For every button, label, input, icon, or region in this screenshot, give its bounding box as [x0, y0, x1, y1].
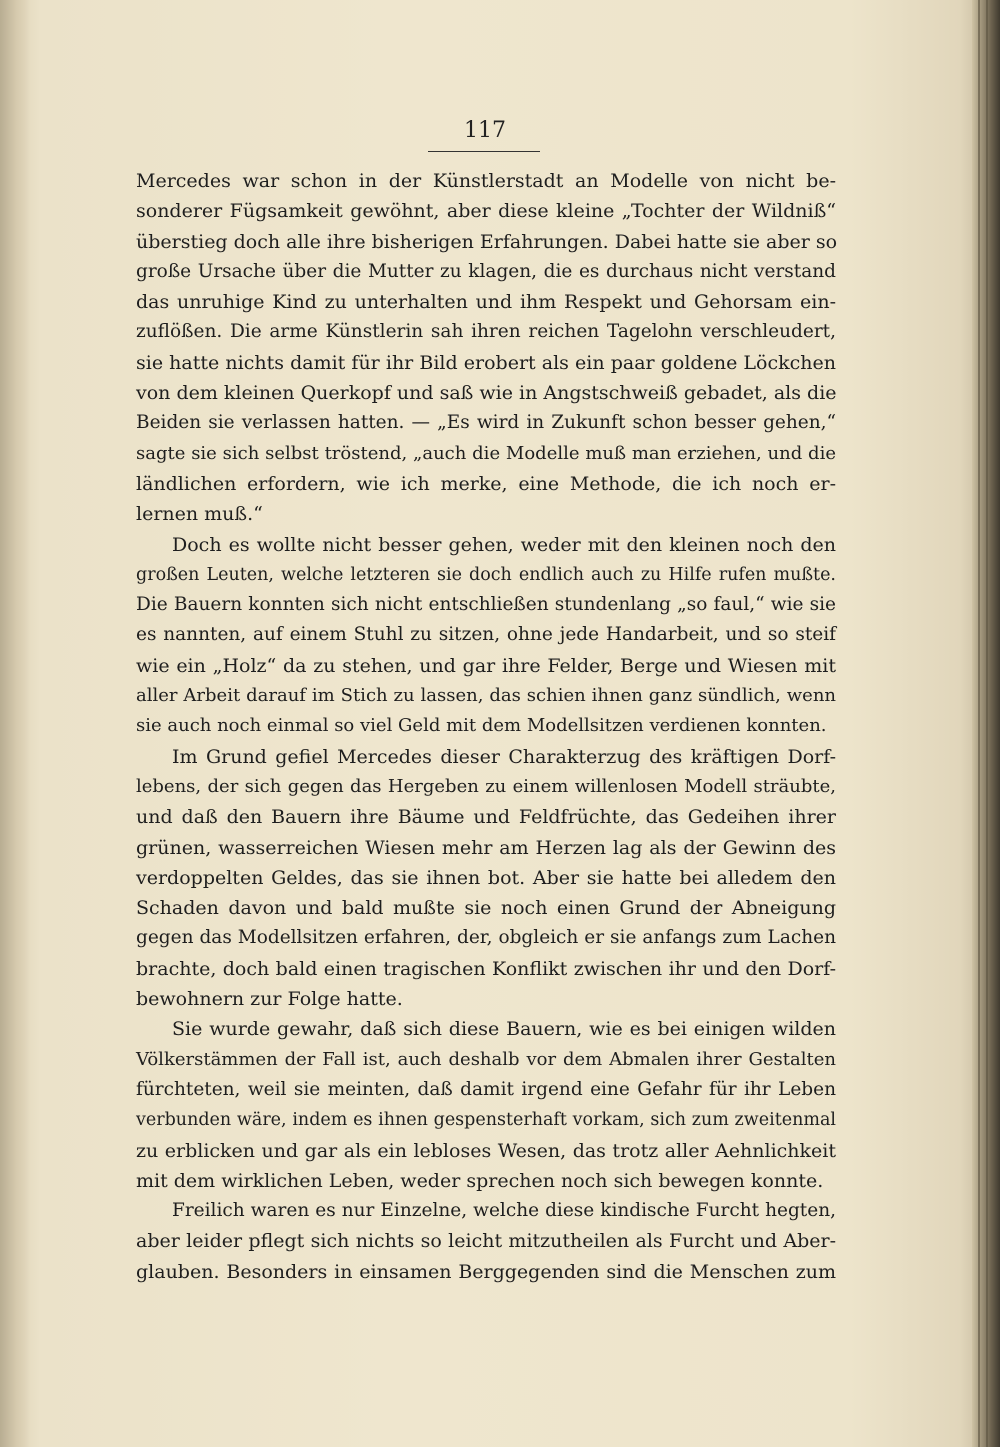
- text-line: von dem kleinen Querkopf und saß wie in Angstschweiß gebadet, als die: [136, 382, 837, 405]
- text-line: zuflößen. Die arme Künstlerin sah ihren reichen Tagelohn verschleudert,: [136, 321, 836, 343]
- text-line: grünen, wasserreichen Wiesen mehr am Herzen lag als der Gewinn des: [136, 836, 836, 859]
- page-number-rule: [428, 151, 540, 152]
- text-line: Schaden davon und bald mußte sie noch einen Grund der Abneigung: [136, 897, 836, 920]
- book-spine-edge: [972, 0, 1000, 1447]
- text-line: Mercedes war schon in der Künstlerstadt an Modelle von nicht be-: [136, 170, 836, 192]
- text-line: mit dem wirklichen Leben, weder sprechen noch sich bewegen konnte.: [136, 1169, 824, 1192]
- text-line: überstieg doch alle ihre bisherigen Erfahrungen. Dabei hatte sie aber so: [136, 230, 838, 253]
- text-line: sie auch noch einmal so viel Geld mit dem Modellsitzen verdienen konnten.: [136, 715, 827, 737]
- text-line: aber leider pflegt sich nichts so leicht mitzutheilen als Furcht und Aber-: [136, 1230, 836, 1253]
- text-line: Freilich waren es nur Einzelne, welche diese kindische Furcht hegten,: [172, 1200, 836, 1222]
- page-gutter-shadow: [0, 0, 30, 1447]
- text-line: lernen muß.“: [136, 503, 263, 526]
- text-line: Doch es wollte nicht besser gehen, weder mit den kleinen noch den: [172, 533, 836, 556]
- text-line: Die Bauern konnten sich nicht entschließen stundenlang „so faul,“ wie sie: [136, 594, 836, 616]
- text-line: sonderer Fügsamkeit gewöhnt, aber diese kleine „Tochter der Wildniß“: [136, 200, 836, 223]
- text-line: verdoppelten Geldes, das sie ihnen bot. Aber sie hatte bei alledem den: [136, 866, 836, 889]
- text-line: zu erblicken und gar als ein lebloses Wesen, das trotz aller Aehnlichkeit: [136, 1139, 836, 1162]
- page-number: 117: [464, 118, 506, 143]
- text-line: es nannten, auf einem Stuhl zu sitzen, ohne jede Handarbeit, und so steif: [136, 624, 836, 646]
- text-line: das unruhige Kind zu unterhalten und ihm Respekt und Gehorsam ein-: [136, 291, 836, 314]
- text-line: Beiden sie verlassen hatten. — „Es wird in Zukunft schon besser gehen,“: [136, 412, 836, 434]
- spine-line: [978, 0, 980, 1447]
- text-line: gegen das Modellsitzen erfahren, der, obgleich er sie anfangs zum Lachen: [136, 927, 836, 949]
- text-line: bewohnern zur Folge hatte.: [136, 988, 403, 1011]
- text-line: große Ursache über die Mutter zu klagen, die es durchaus nicht verstand: [136, 260, 836, 282]
- text-line: ländlichen erfordern, wie ich merke, eine Methode, die ich noch er-: [136, 472, 836, 495]
- text-line: großen Leuten, welche letzteren sie doch endlich auch zu Hilfe rufen mußte.: [136, 564, 836, 585]
- text-line: verbunden wäre, indem es ihnen gespensterhaft vorkam, sich zum zweitenmal: [136, 1110, 836, 1131]
- text-line: Sie wurde gewahr, daß sich diese Bauern, wie es bei einigen wilden: [172, 1018, 836, 1041]
- text-line: und daß den Bauern ihre Bäume und Feldfrüchte, das Gedeihen ihrer: [136, 806, 836, 829]
- text-line: brachte, doch bald einen tragischen Konflikt zwischen ihr und den Dorf-: [136, 957, 836, 980]
- text-line: fürchteten, weil sie meinten, daß damit irgend eine Gefahr für ihr Leben: [136, 1078, 836, 1100]
- text-line: Völkerstämmen der Fall ist, auch deshalb vor dem Abmalen ihrer Gestalten: [136, 1048, 836, 1070]
- text-line: aller Arbeit darauf im Stich zu lassen, das schien ihnen ganz sündlich, wenn: [136, 685, 836, 707]
- text-line: sagte sie sich selbst tröstend, „auch die Modelle muß man erziehen, und die: [136, 442, 836, 464]
- text-line: glauben. Besonders in einsamen Berggegenden sind die Menschen zum: [136, 1260, 836, 1283]
- text-line: Im Grund gefiel Mercedes dieser Charakterzug des kräftigen Dorf-: [172, 745, 836, 768]
- text-line: lebens, der sich gegen das Hergeben zu einem willenlosen Modell sträubte,: [136, 775, 836, 797]
- text-line: wie ein „Holz“ da zu stehen, und gar ihre Felder, Berge und Wiesen mit: [136, 654, 836, 677]
- text-line: sie hatte nichts damit für ihr Bild erobert als ein paar goldene Löckchen: [136, 351, 836, 374]
- spine-line: [986, 0, 988, 1447]
- text-body: [136, 166, 836, 1287]
